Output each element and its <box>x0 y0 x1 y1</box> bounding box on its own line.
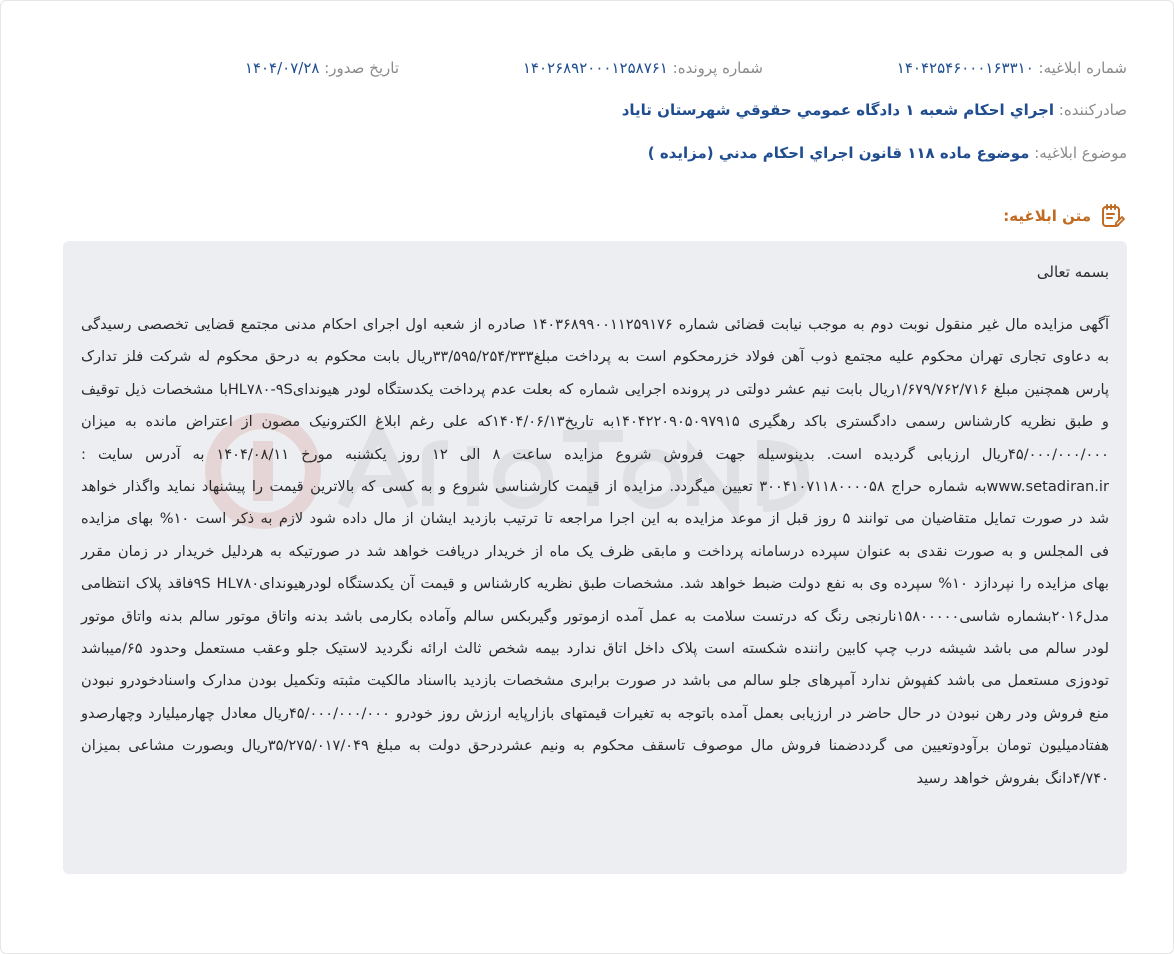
issuer <box>622 101 1127 119</box>
subject <box>648 144 1127 162</box>
case-number <box>523 59 763 77</box>
notice-body-box <box>63 241 1127 874</box>
document-edit-icon <box>1099 203 1125 229</box>
issuer-value: اجراي احکام شعبه ۱ دادگاه عمومي حقوقي شهرستان تاياد <box>621 101 1054 119</box>
notice-number-label: شماره ابلاغیه: <box>1038 59 1127 77</box>
subject-value: موضوع ماده ۱۱۸ قانون اجراي احکام مدني (مزايده ) <box>647 144 1030 162</box>
notice-text-heading-label: متن ابلاغیه: <box>1003 207 1091 225</box>
issue-date-label: تاریخ صدور: <box>324 59 399 77</box>
notice-body-text: آگهی مزایده مال غیر منقول نوبت دوم به موجب نیابت قضائی شماره ۱۴۰۳۶۸۹۹۰۰۱۱۲۵۹۱۷۶ صادره از شعبه اول اجرای احکام مدنی مجتمع قضایی تخصصی رسیدگی به دعاوی تجاری تهران محکوم علیه مجتمع ذوب آهن فولاد خزرمحکوم است به پرداخت مبلغ۳۳/۵۹۵/۲۵۴/۳۳۳ریال بابت محکوم به درحق محکوم له شرکت فلز تدارک پارس همچنین مبلغ ۱/۶۷۹/۷۶۲/۷۱۶ریال بابت نیم عشر دولتی در پرونده اجرایی شماره که بعلت عدم پرداخت یکدستگاه لودر هیوندایHL۷۸۰-۹Sبا مشخصات ذیل توقیف و طبق نظریه کارشناس رسمی دادگستری باکد رهگیری ۱۴۰۴۲۲۰۹۰۵۰۹۷۹۱۵به تاریخ۱۴۰۴/۰۶/۱۳که علی رغم ابلاغ الکترونیک مصون از اعتراض مانده به میزان ۴۵/۰۰۰/۰۰۰/۰۰۰ریال ارزیابی گردیده است. بدینوسیله جهت فروش شروع مزایده ساعت ۸ الی ۱۲ روز یکشنبه مورخ ۱۴۰۴/۰۸/۱۱ به آدرس سایت : www.setadiran.irبه شماره حراج ۳۰۰۴۱۰۷۱۱۸۰۰۰۰۵۸ تعیین میگردد. مزایده از قیمت کارشناسی شروع و به کسی که بالاترین قیمت را پیشنهاد نماید واگذار خواهد شد در صورت تمایل متقاضیان می توانند ۵ روز قبل از موعد مزایده به این اجرا مراجعه تا ترتیب بازدید ایشان از مال داده شود لازم به ذکر است ۱۰% بهای مزایده فی المجلس و به صورت نقدی به عنوان سپرده درسامانه پرداخت و مابقی ظرف یک ماه از خریدار دریافت خواهد شد در صورتیکه به هردلیل خریدار در زمان مقرر بهای مزایده را نپردازد ۱۰% سپرده وی به نفع دولت ضبط خواهد شد. مشخصات طبق نظریه کارشناس و قیمت آن یکدستگاه لودرهیوندای۹S HL۷۸۰فاقد پلاک انتظامی مدل۲۰۱۶بشماره شاسی۱۵۸۰۰۰۰۰نارنجی رنگ که درتست سلامت به عمل آمده ازموتور وگیربکس سالم وآماده بکارمی باشد بدنه واتاق موتور سالم بدنه واتاق موتور لودر سالم می باشد شیشه درب چپ کابین راننده شکسته است پلاک داخل اتاق ندارد بیمه شخص ثالث ارائه نگردید لاستیک جلو وعقب مستعمل وحدود ۶۵/میباشد تودوزی مستعمل می باشد کفپوش ندارد آمپرهای جلو سالم می باشد در صورت برابری مشخصات بازدید بااسناد مالکیت مثبته وتکمیل بودن مدارک واسنادخودرو نبودن منع فروش ودر رهن نبودن در حال حاضر در ارزیابی بعمل آمده باتوجه به تغیرات قیمتهای بازارپایه ارزش روز خودرو ۴۵/۰۰۰/۰۰۰/۰۰۰ریال معادل چهارمیلیارد وچهارصدو هفتادمیلیون تومان برآودوتعیین می گرددضمنا فروش مال موصوف تاسقف محکوم به ونیم عشردرحق دولت به مبلغ ۳۵/۲۷۵/۰۱۷/۰۴۹ریال وبصورت مشاعی بمیزان ۴/۷۴۰دانگ بفروش خواهد رسید <box>81 316 1110 787</box>
case-number-label: شماره پرونده: <box>672 59 763 77</box>
notice-text-heading <box>1003 203 1125 229</box>
greeting: بسمه تعالی <box>1036 263 1109 281</box>
notice-number-value: ۱۴۰۴۲۵۴۶۰۰۰۱۶۳۳۱۰ <box>896 59 1034 77</box>
issuer-label: صادرکننده: <box>1058 101 1127 119</box>
issue-date-value: ۱۴۰۴/۰۷/۲۸ <box>244 59 320 77</box>
subject-label: موضوع ابلاغیه: <box>1034 144 1127 162</box>
issue-date <box>245 59 399 77</box>
case-number-value: ۱۴۰۲۶۸۹۲۰۰۰۱۲۵۸۷۶۱ <box>522 59 668 77</box>
notice-number <box>897 59 1127 77</box>
meta-row-numbers <box>41 59 1127 83</box>
